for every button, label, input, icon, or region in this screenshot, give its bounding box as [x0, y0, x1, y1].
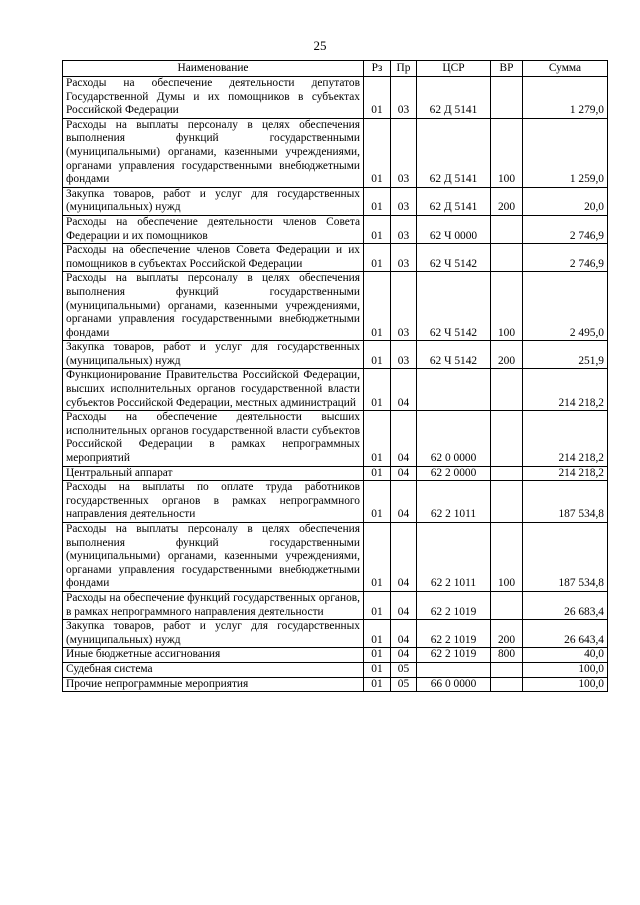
cell-csr: 62 2 1011	[417, 481, 491, 523]
cell-vr: 800	[491, 648, 523, 663]
cell-rz: 01	[364, 118, 391, 187]
header-vr: ВР	[491, 61, 523, 77]
cell-pr: 05	[391, 677, 417, 692]
cell-sum: 2 495,0	[523, 272, 608, 341]
cell-sum: 26 683,4	[523, 591, 608, 619]
cell-csr: 62 Ч 5142	[417, 272, 491, 341]
cell-vr: 100	[491, 272, 523, 341]
cell-csr: 62 Ч 5142	[417, 244, 491, 272]
table-row	[63, 118, 608, 187]
cell-pr: 03	[391, 272, 417, 341]
cell-vr	[491, 677, 523, 692]
cell-sum: 26 643,4	[523, 620, 608, 648]
header-sum: Сумма	[523, 61, 608, 77]
table-body	[63, 77, 608, 692]
cell-sum: 20,0	[523, 187, 608, 215]
cell-pr: 04	[391, 620, 417, 648]
cell-name: Прочие непрограммные мероприятия	[63, 677, 364, 692]
cell-rz: 01	[364, 272, 391, 341]
table-row	[63, 215, 608, 243]
table-row	[63, 244, 608, 272]
cell-name: Иные бюджетные ассигнования	[63, 648, 364, 663]
cell-sum: 1 279,0	[523, 77, 608, 119]
cell-name: Расходы на обеспечение деятельности высших исполнительных органов государственной власти субъектов Российской Федерации в рамках непрограммных мероприятий	[63, 411, 364, 466]
table-row	[63, 272, 608, 341]
table-row	[63, 187, 608, 215]
cell-vr	[491, 481, 523, 523]
cell-csr: 62 Ч 0000	[417, 215, 491, 243]
cell-pr: 03	[391, 215, 417, 243]
cell-pr: 03	[391, 118, 417, 187]
cell-name: Расходы на выплаты персоналу в целях обеспечения выполнения функций государственными (муниципальными) органами, казенными учреждениями, органами управления государственными внебюджетными фондами	[63, 118, 364, 187]
cell-sum: 214 218,2	[523, 411, 608, 466]
table-row	[63, 662, 608, 677]
cell-rz: 01	[364, 215, 391, 243]
cell-pr: 04	[391, 591, 417, 619]
cell-csr: 62 Д 5141	[417, 77, 491, 119]
cell-rz: 01	[364, 77, 391, 119]
cell-csr: 62 2 1011	[417, 523, 491, 592]
cell-csr: 62 2 1019	[417, 648, 491, 663]
cell-sum: 187 534,8	[523, 481, 608, 523]
cell-name: Расходы на выплаты по оплате труда работников государственных органов в рамках непрограммного направления деятельности	[63, 481, 364, 523]
cell-vr	[491, 215, 523, 243]
cell-sum: 2 746,9	[523, 215, 608, 243]
cell-sum: 214 218,2	[523, 466, 608, 481]
budget-table	[62, 60, 608, 692]
cell-vr	[491, 591, 523, 619]
cell-rz: 01	[364, 411, 391, 466]
table-row	[63, 481, 608, 523]
cell-vr	[491, 369, 523, 411]
cell-pr: 03	[391, 341, 417, 369]
cell-name: Расходы на обеспечение деятельности депутатов Государственной Думы и их помощников в субъектах Российской Федерации	[63, 77, 364, 119]
cell-pr: 05	[391, 662, 417, 677]
cell-csr: 62 0 0000	[417, 411, 491, 466]
cell-rz: 01	[364, 591, 391, 619]
cell-csr: 62 2 0000	[417, 466, 491, 481]
table-row	[63, 591, 608, 619]
cell-sum: 40,0	[523, 648, 608, 663]
table-row	[63, 648, 608, 663]
cell-name: Закупка товаров, работ и услуг для государственных (муниципальных) нужд	[63, 341, 364, 369]
cell-name: Расходы на выплаты персоналу в целях обеспечения выполнения функций государственными (муниципальными) органами, казенными учреждениями, органами управления государственными внебюджетными фондами	[63, 523, 364, 592]
page-number: 25	[313, 38, 327, 53]
cell-pr: 03	[391, 187, 417, 215]
cell-pr: 04	[391, 369, 417, 411]
cell-rz: 01	[364, 187, 391, 215]
cell-sum: 100,0	[523, 662, 608, 677]
cell-vr: 200	[491, 341, 523, 369]
cell-vr	[491, 466, 523, 481]
cell-sum: 2 746,9	[523, 244, 608, 272]
cell-vr	[491, 662, 523, 677]
cell-rz: 01	[364, 341, 391, 369]
cell-csr: 62 Д 5141	[417, 187, 491, 215]
cell-vr	[491, 77, 523, 119]
cell-pr: 04	[391, 466, 417, 481]
table-row	[63, 341, 608, 369]
header-pr: Пр	[391, 61, 417, 77]
table-row	[63, 369, 608, 411]
cell-rz: 01	[364, 244, 391, 272]
cell-csr	[417, 369, 491, 411]
cell-rz: 01	[364, 620, 391, 648]
cell-rz: 01	[364, 466, 391, 481]
table-row	[63, 466, 608, 481]
cell-name: Функционирование Правительства Российской Федерации, высших исполнительных органов государственной власти субъектов Российской Федерации, местных администраций	[63, 369, 364, 411]
cell-csr: 66 0 0000	[417, 677, 491, 692]
header-rz: Рз	[364, 61, 391, 77]
cell-csr: 62 Ч 5142	[417, 341, 491, 369]
table-row	[63, 77, 608, 119]
cell-sum: 1 259,0	[523, 118, 608, 187]
cell-pr: 03	[391, 244, 417, 272]
cell-rz: 01	[364, 523, 391, 592]
cell-name: Расходы на выплаты персоналу в целях обеспечения выполнения функций государственными (муниципальными) органами, казенными учреждениями, органами управления государственными внебюджетными фондами	[63, 272, 364, 341]
cell-name: Судебная система	[63, 662, 364, 677]
cell-name: Закупка товаров, работ и услуг для государственных (муниципальных) нужд	[63, 620, 364, 648]
cell-vr	[491, 411, 523, 466]
cell-pr: 04	[391, 411, 417, 466]
cell-pr: 04	[391, 648, 417, 663]
cell-vr: 200	[491, 187, 523, 215]
cell-name: Расходы на обеспечение деятельности членов Совета Федерации и их помощников	[63, 215, 364, 243]
cell-rz: 01	[364, 369, 391, 411]
cell-pr: 04	[391, 523, 417, 592]
cell-sum: 187 534,8	[523, 523, 608, 592]
cell-rz: 01	[364, 677, 391, 692]
cell-csr: 62 2 1019	[417, 591, 491, 619]
cell-rz: 01	[364, 662, 391, 677]
table-row	[63, 677, 608, 692]
cell-name: Расходы на обеспечение членов Совета Федерации и их помощников в субъектах Российской Федерации	[63, 244, 364, 272]
cell-name: Закупка товаров, работ и услуг для государственных (муниципальных) нужд	[63, 187, 364, 215]
cell-vr: 200	[491, 620, 523, 648]
cell-name: Расходы на обеспечение функций государственных органов, в рамках непрограммного направления деятельности	[63, 591, 364, 619]
cell-vr: 100	[491, 523, 523, 592]
header-csr: ЦСР	[417, 61, 491, 77]
table-row	[63, 523, 608, 592]
cell-pr: 04	[391, 481, 417, 523]
cell-sum: 251,9	[523, 341, 608, 369]
cell-csr: 62 2 1019	[417, 620, 491, 648]
table-header-row	[63, 61, 608, 77]
cell-rz: 01	[364, 481, 391, 523]
table-row	[63, 411, 608, 466]
cell-sum: 100,0	[523, 677, 608, 692]
cell-vr: 100	[491, 118, 523, 187]
cell-pr: 03	[391, 77, 417, 119]
table-row	[63, 620, 608, 648]
cell-name: Центральный аппарат	[63, 466, 364, 481]
cell-csr: 62 Д 5141	[417, 118, 491, 187]
cell-rz: 01	[364, 648, 391, 663]
cell-sum: 214 218,2	[523, 369, 608, 411]
cell-csr	[417, 662, 491, 677]
cell-vr	[491, 244, 523, 272]
header-name: Наименование	[63, 61, 364, 77]
